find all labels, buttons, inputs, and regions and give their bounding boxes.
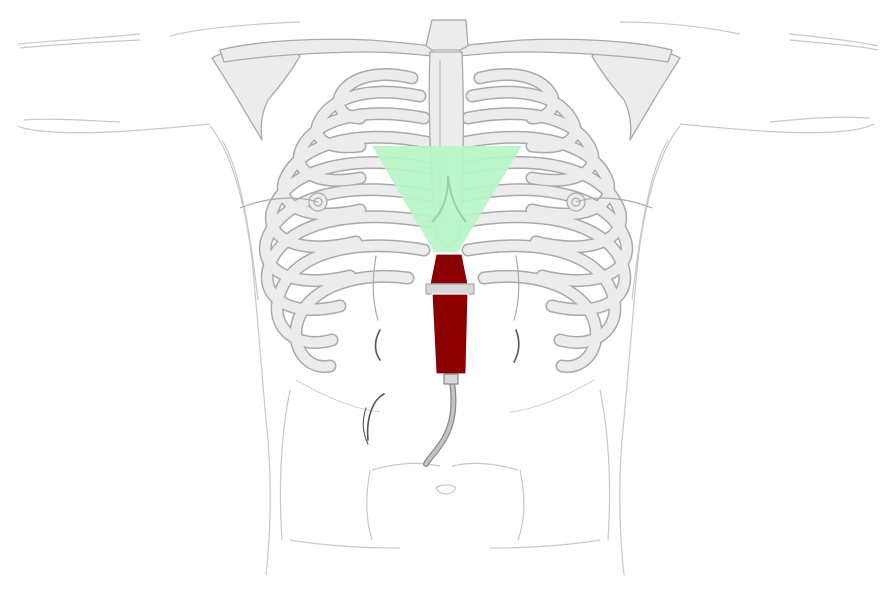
- probe-cable-icon: [426, 382, 453, 464]
- ultrasound-probe-icon: [426, 254, 474, 384]
- ultrasound-beam-icon: [372, 146, 522, 252]
